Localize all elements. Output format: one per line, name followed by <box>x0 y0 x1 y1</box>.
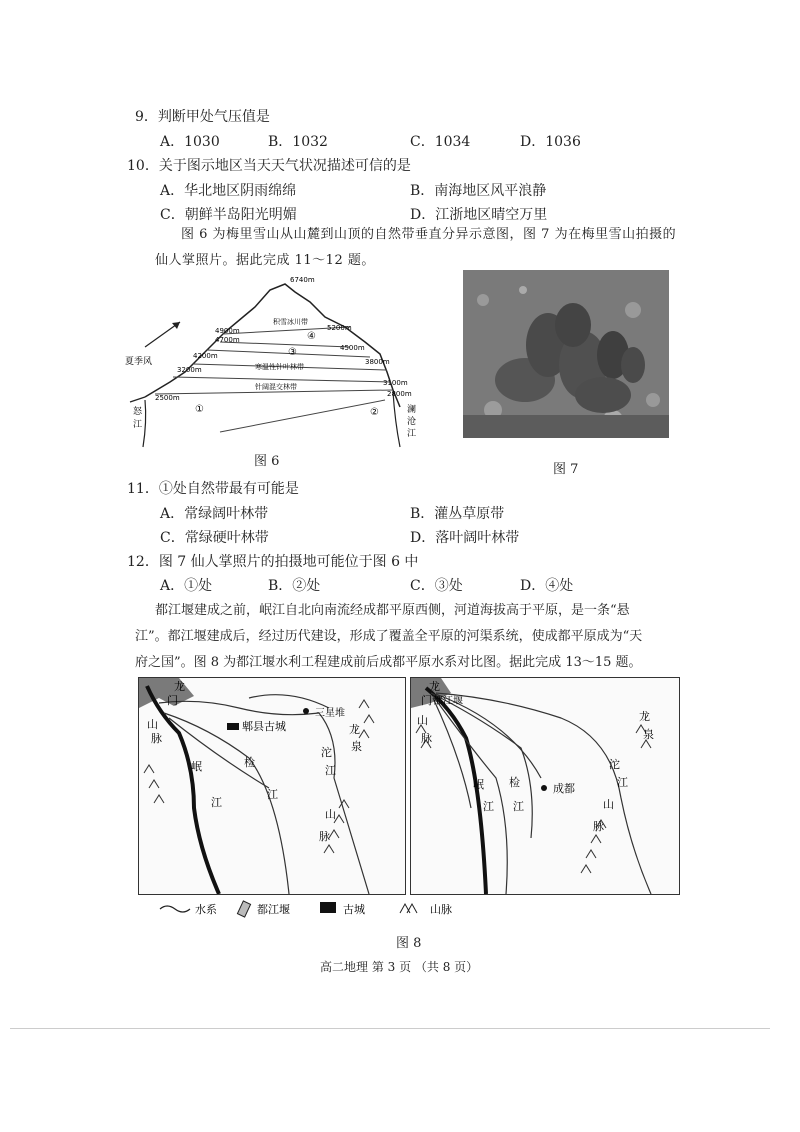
zone-cold-conifer: 寒温性针叶林带 <box>255 363 304 371</box>
zone-2: ② <box>370 407 379 418</box>
left-mtn-1: 山 <box>325 808 336 821</box>
lancang-char-1: 澜 <box>407 405 417 415</box>
figure-8-right-map <box>410 677 680 895</box>
right-shanmai-2: 脉 <box>421 732 432 745</box>
lancang-char-2: 沧 <box>407 417 417 427</box>
q12-option-d: D．④处 <box>520 578 574 594</box>
zone-3: ③ <box>288 347 297 358</box>
right-mtn-2: 脉 <box>593 820 604 833</box>
zone-4: ④ <box>307 331 316 342</box>
q11-option-a: A．常绿阔叶林带 <box>160 506 269 522</box>
left-mtn-2: 脉 <box>319 830 330 843</box>
figure-8-caption: 图 8 <box>396 936 422 951</box>
right-elev-5200: 5200m <box>327 324 352 332</box>
summit-elevation: 6740m <box>290 276 315 284</box>
q9-option-a: A．1030 <box>160 134 220 150</box>
left-longmen-1: 龙 <box>174 680 185 693</box>
figure-8-left-map <box>138 677 406 895</box>
sanxingdui: 三星堆 <box>315 708 345 719</box>
left-elev-4900: 4900m <box>215 327 240 335</box>
q12-option-b: B．②处 <box>268 578 321 594</box>
left-jianjiang-2: 江 <box>267 788 278 801</box>
q9-option-b: B．1032 <box>268 134 328 150</box>
left-jianjiang-1: 检 <box>244 756 255 769</box>
dujiangyan-label: 都江堰 <box>433 696 463 707</box>
zone-snow-ice: 积雪冰川带 <box>273 318 308 326</box>
mountain-legend-icon <box>400 904 417 913</box>
figure-7-caption: 图 7 <box>553 462 579 477</box>
q12-option-a: A．①处 <box>160 578 213 594</box>
left-shanmai-1: 山 <box>147 718 158 731</box>
left-tuojiang-1: 沱 <box>321 746 332 759</box>
left-longquan-1: 龙 <box>349 723 360 736</box>
right-jianjiang-2: 江 <box>513 800 524 813</box>
left-shanmai-2: 脉 <box>151 732 162 745</box>
left-elev-4200: 4200m <box>193 352 218 360</box>
ancient-city-legend-icon <box>320 902 336 913</box>
left-elev-3200: 3200m <box>177 366 202 374</box>
right-longmen-2: 门 <box>421 694 432 707</box>
left-longmen-2: 门 <box>167 694 178 707</box>
legend-ancient-city: 古城 <box>343 903 365 916</box>
pixian-ancient-city: 郫县古城 <box>242 720 286 733</box>
lancang-char-3: 江 <box>407 429 417 439</box>
right-minjiang-1: 岷 <box>473 778 484 791</box>
q10-option-c: C．朝鲜半岛阳光明媚 <box>160 207 297 223</box>
left-minjiang-2: 江 <box>211 796 222 809</box>
right-tuojiang-2: 江 <box>617 776 628 789</box>
zone-mixed-forest: 针阔混交林带 <box>255 383 297 391</box>
figure-8-legend <box>155 897 495 921</box>
intro-11-12: 图 6 为梅里雪山从山麓到山顶的自然带垂直分异示意图，图 7 为在梅里雪山拍摄的仙人掌照片。据此完成 11～12 题。 <box>155 227 677 268</box>
figure-6-caption: 图 6 <box>254 454 280 469</box>
right-longmen-1: 龙 <box>429 680 440 693</box>
q11-option-c: C．常绿硬叶林带 <box>160 530 269 546</box>
right-elev-2800: 2800m <box>387 390 412 398</box>
left-elev-2500: 2500m <box>155 394 180 402</box>
right-elev-3100: 3100m <box>383 379 408 387</box>
river-legend-icon <box>160 906 190 912</box>
cactus-photo <box>463 270 669 438</box>
left-elev-4700: 4700m <box>215 336 240 344</box>
left-minjiang-1: 岷 <box>191 760 202 773</box>
right-elev-4500: 4500m <box>340 344 365 352</box>
summer-monsoon-label: 夏季风 <box>125 357 153 367</box>
intro-13-15-line1: 都江堰建成之前，岷江自北向南流经成都平原西侧，河道海拔高于平原，是一条“悬 <box>155 603 630 618</box>
nujiang-char-2: 江 <box>133 420 143 430</box>
right-shanmai-1: 山 <box>417 714 428 727</box>
left-longquan-2: 泉 <box>351 740 362 753</box>
q10-option-a: A．华北地区阴雨绵绵 <box>160 183 297 199</box>
dam-legend-icon <box>237 901 250 917</box>
intro-13-15-line3: 府之国”。图 8 为都江堰水利工程建成前后成都平原水系对比图。据此完成 13～15 题。 <box>135 655 642 670</box>
right-longquan-1: 龙 <box>639 710 650 723</box>
q12-option-c: C．③处 <box>410 578 463 594</box>
page-footer: 高二地理 第 3 页 （共 8 页） <box>320 960 479 974</box>
q9-option-d: D．1036 <box>520 134 581 150</box>
question-10-stem: 10．关于图示地区当天天气状况描述可信的是 <box>127 158 411 174</box>
question-9-stem: 9．判断甲处气压值是 <box>135 109 270 125</box>
intro-13-15-line2: 江”。都江堰建成后，经过历代建设，形成了覆盖全平原的河渠系统，使成都平原成为“天 <box>135 629 643 644</box>
question-12-stem: 12．图 7 仙人掌照片的拍摄地可能位于图 6 中 <box>127 554 419 570</box>
question-11-stem: 11．①处自然带最有可能是 <box>127 481 299 497</box>
right-longquan-2: 泉 <box>643 728 654 741</box>
page-bottom-rule <box>10 1028 770 1029</box>
q10-option-d: D．江浙地区晴空万里 <box>410 207 548 223</box>
left-tuojiang-2: 江 <box>325 764 336 777</box>
nujiang-char-1: 怒 <box>133 407 143 417</box>
right-jianjiang-1: 检 <box>509 776 520 789</box>
right-minjiang-2: 江 <box>483 800 494 813</box>
right-tuojiang-1: 沱 <box>609 758 620 771</box>
q10-option-b: B．南海地区风平浪静 <box>410 183 547 199</box>
legend-mountains: 山脉 <box>430 903 452 916</box>
zone-1: ① <box>195 404 204 415</box>
right-elev-3800: 3800m <box>365 358 390 366</box>
legend-dujiangyan: 都江堰 <box>257 903 290 916</box>
right-mtn-1: 山 <box>603 798 614 811</box>
chengdu-label: 成都 <box>553 782 575 795</box>
legend-water-system: 水系 <box>195 903 217 916</box>
q11-option-b: B．灌丛草原带 <box>410 506 505 522</box>
q11-option-d: D．落叶阔叶林带 <box>410 530 520 546</box>
q9-option-c: C．1034 <box>410 134 471 150</box>
figure-6-diagram <box>125 272 425 462</box>
